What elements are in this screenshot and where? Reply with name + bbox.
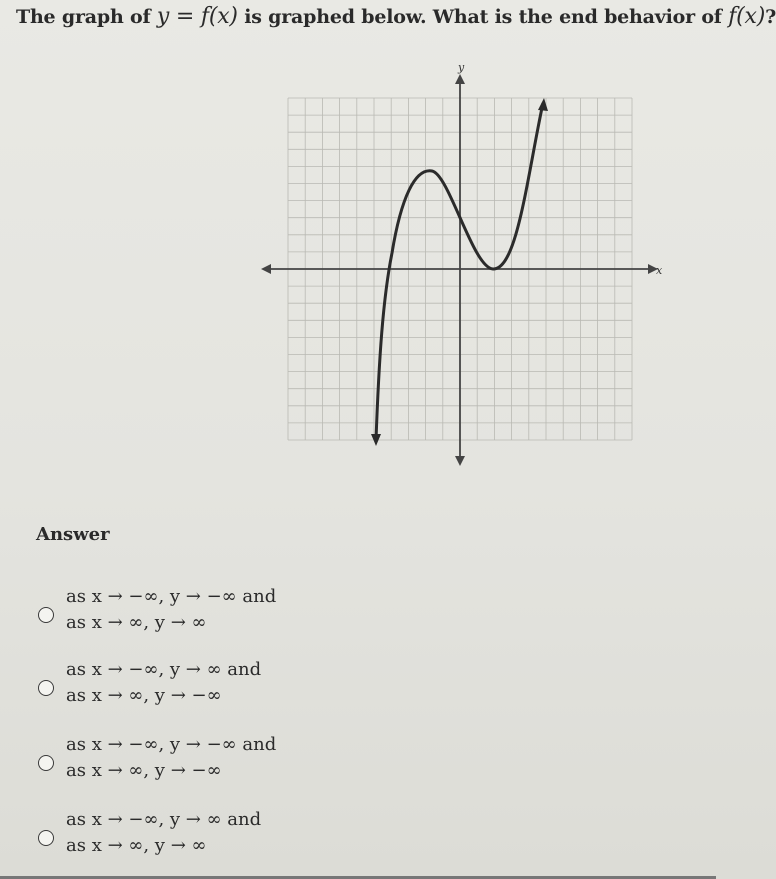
radio-button-2[interactable] xyxy=(38,680,54,696)
answer-heading: Answer xyxy=(36,524,110,545)
radio-button-3[interactable] xyxy=(38,755,54,771)
curve-end-arrow-up xyxy=(538,98,548,111)
x-axis-label: x xyxy=(656,264,663,277)
question-prefix: The graph of xyxy=(16,6,157,28)
question-text xyxy=(16,4,776,29)
answer-option-1[interactable] xyxy=(32,584,452,646)
option-3-line-2: as x → ∞, y → −∞ xyxy=(66,760,222,781)
option-2-line-1: as x → −∞, y → ∞ and xyxy=(66,659,262,680)
y-axis-down-arrow xyxy=(455,456,465,466)
radio-button-4[interactable] xyxy=(38,830,54,846)
question-function: y = f(x) xyxy=(156,4,238,29)
option-4-line-1: as x → −∞, y → ∞ and xyxy=(66,809,262,830)
y-axis-up-arrow xyxy=(455,74,465,84)
option-3-line-1: as x → −∞, y → −∞ and xyxy=(66,734,277,755)
x-axis-left-arrow xyxy=(261,264,271,274)
function-graph xyxy=(255,58,675,470)
option-4-line-2: as x → ∞, y → ∞ xyxy=(66,835,207,856)
option-1-line-1: as x → −∞, y → −∞ and xyxy=(66,586,277,607)
question-middle: is graphed below. What is the end behavior of xyxy=(237,6,729,28)
radio-button-1[interactable] xyxy=(38,607,54,623)
y-axis xyxy=(455,74,465,466)
question-function-2: f(x) xyxy=(728,4,766,29)
answer-option-4[interactable] xyxy=(32,807,452,869)
option-1-line-2: as x → ∞, y → ∞ xyxy=(66,612,207,633)
answer-option-3[interactable] xyxy=(32,732,452,794)
y-axis-label: y xyxy=(458,61,465,74)
answer-option-2[interactable] xyxy=(32,657,452,719)
option-2-line-2: as x → ∞, y → −∞ xyxy=(66,685,222,706)
question-suffix: ? xyxy=(765,6,776,28)
